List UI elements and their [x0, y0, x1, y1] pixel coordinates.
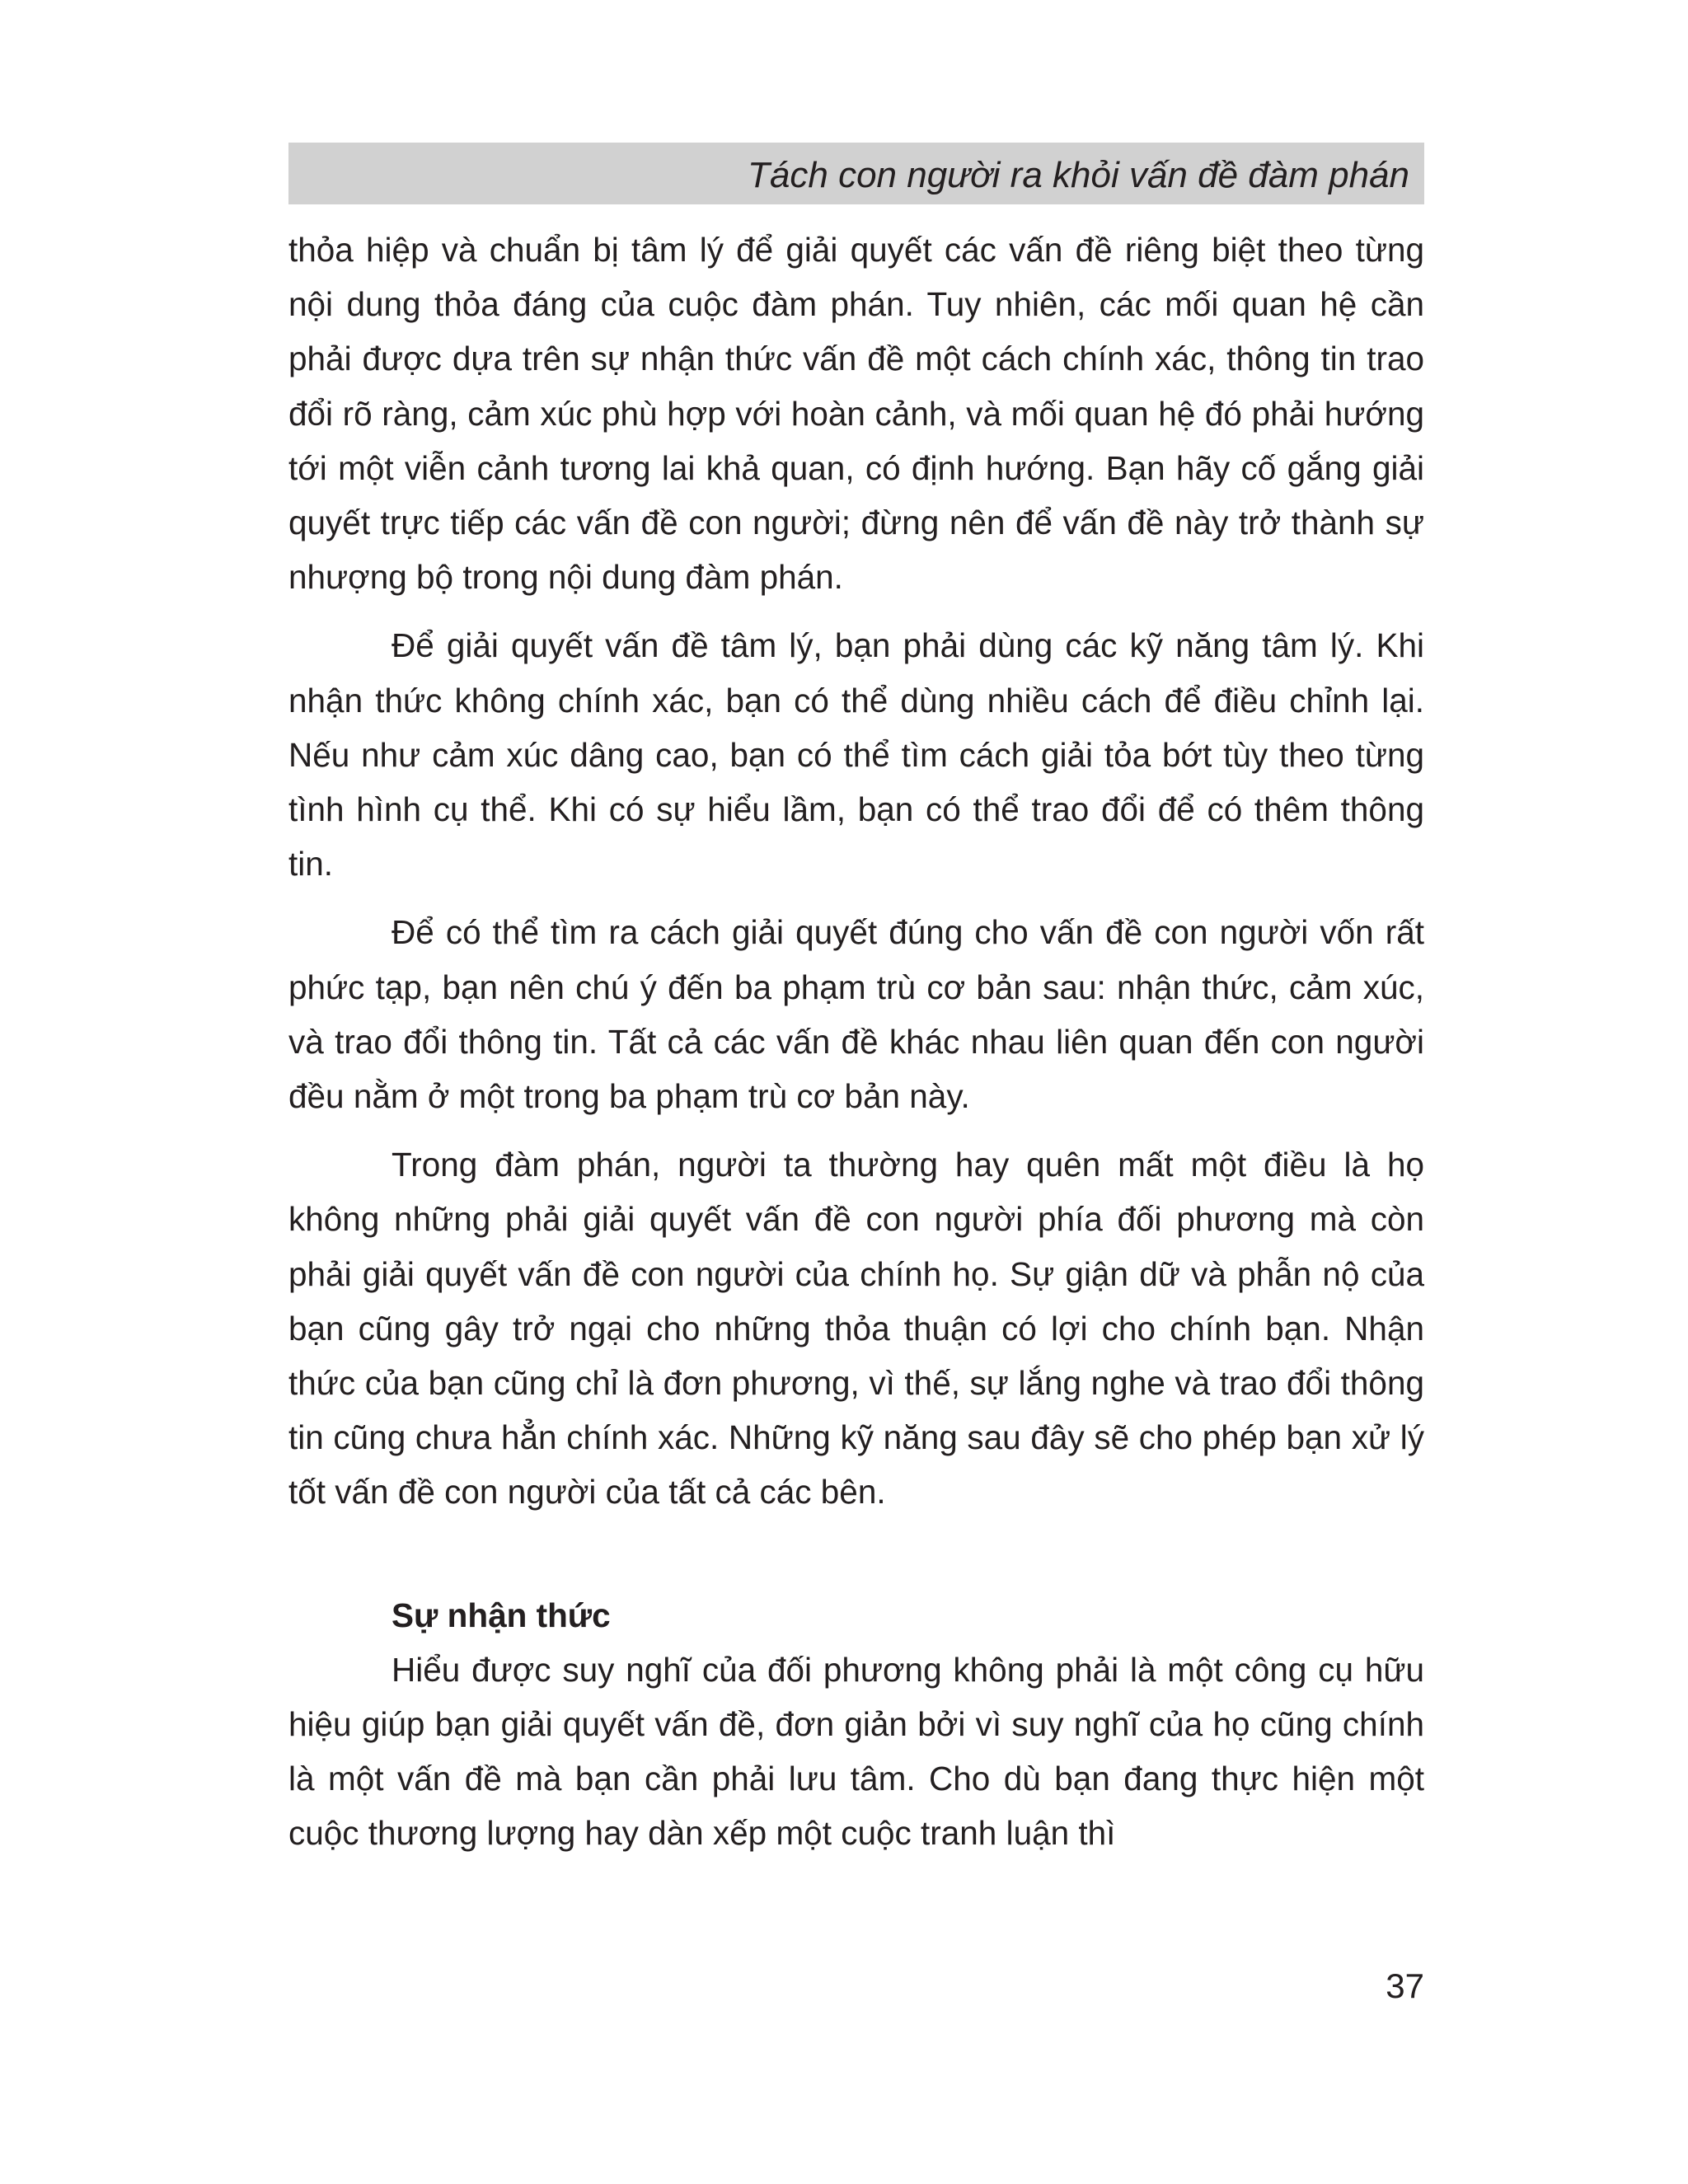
paragraph-three-categories: Để có thể tìm ra cách giải quyết đúng cho vấn đề con người vốn rất phức tạp, bạn nên chú ý đến ba phạm trù cơ bản sau: nhận thức, cảm xúc, và trao đổi thông tin. Tất cả các vấn đề khác nhau liên quan đến con người đều nằm ở một trong ba phạm trù cơ bản này. [288, 913, 1424, 1116]
paragraph-continued: thỏa hiệp và chuẩn bị tâm lý để giải quyết các vấn đề riêng biệt theo từng nội dung thỏa đáng của cuộc đàm phán. Tuy nhiên, các mối quan hệ cần phải được dựa trên sự nhận thức vấn đề một cách chính xác, thông tin trao đổi rõ ràng, cảm xúc phù hợp với hoàn cảnh, và mối quan hệ đó phải hướng tới một viễn cảnh tương lai khả quan, có định hướng. Bạn hãy cố gắng giải quyết trực tiếp các vấn đề con người; đừng nên để vấn đề này trở thành sự nhượng bộ trong nội dung đàm phán. [288, 231, 1424, 597]
running-header-title: Tách con người ra khỏi vấn đề đàm phán [748, 155, 1409, 195]
paragraph-perception: Hiểu được suy nghĩ của đối phương không phải là một công cụ hữu hiệu giúp bạn giải quyết vấn đề, đơn giản bởi vì suy nghĩ của họ cũng chính là một vấn đề mà bạn cần phải lưu tâm. Cho dù bạn đang thực hiện một cuộc thương lượng hay dàn xếp một cuộc tranh luận thì [288, 1650, 1424, 1853]
paragraph-psychological-skills: Để giải quyết vấn đề tâm lý, bạn phải dùng các kỹ năng tâm lý. Khi nhận thức không chính xác, bạn có thể dùng nhiều cách để điều chỉnh lại. Nếu như cảm xúc dâng cao, bạn có thể tìm cách giải tỏa bớt tùy theo từng tình hình cụ thể. Khi có sự hiểu lầm, bạn có thể trao đổi để có thêm thông tin. [288, 626, 1424, 883]
running-header-band [288, 143, 1424, 204]
page-number: 37 [1386, 1966, 1424, 2005]
paragraph-own-people-problem: Trong đàm phán, người ta thường hay quên mất một điều là họ không những phải giải quyết vấn đề con người phía đối phương mà còn phải giải quyết vấn đề con người của chính họ. Sự giận dữ và phẫn nộ của bạn cũng gây trở ngại cho những thỏa thuận có lợi cho chính bạn. Nhận thức của bạn cũng chỉ là đơn phương, vì thế, sự lắng nghe và trao đổi thông tin cũng chưa hẳn chính xác. Những kỹ năng sau đây sẽ cho phép bạn xử lý tốt vấn đề con người của tất cả các bên. [288, 1146, 1424, 1511]
section-heading: Sự nhận thức [392, 1596, 611, 1634]
page-body [288, 223, 1424, 1861]
